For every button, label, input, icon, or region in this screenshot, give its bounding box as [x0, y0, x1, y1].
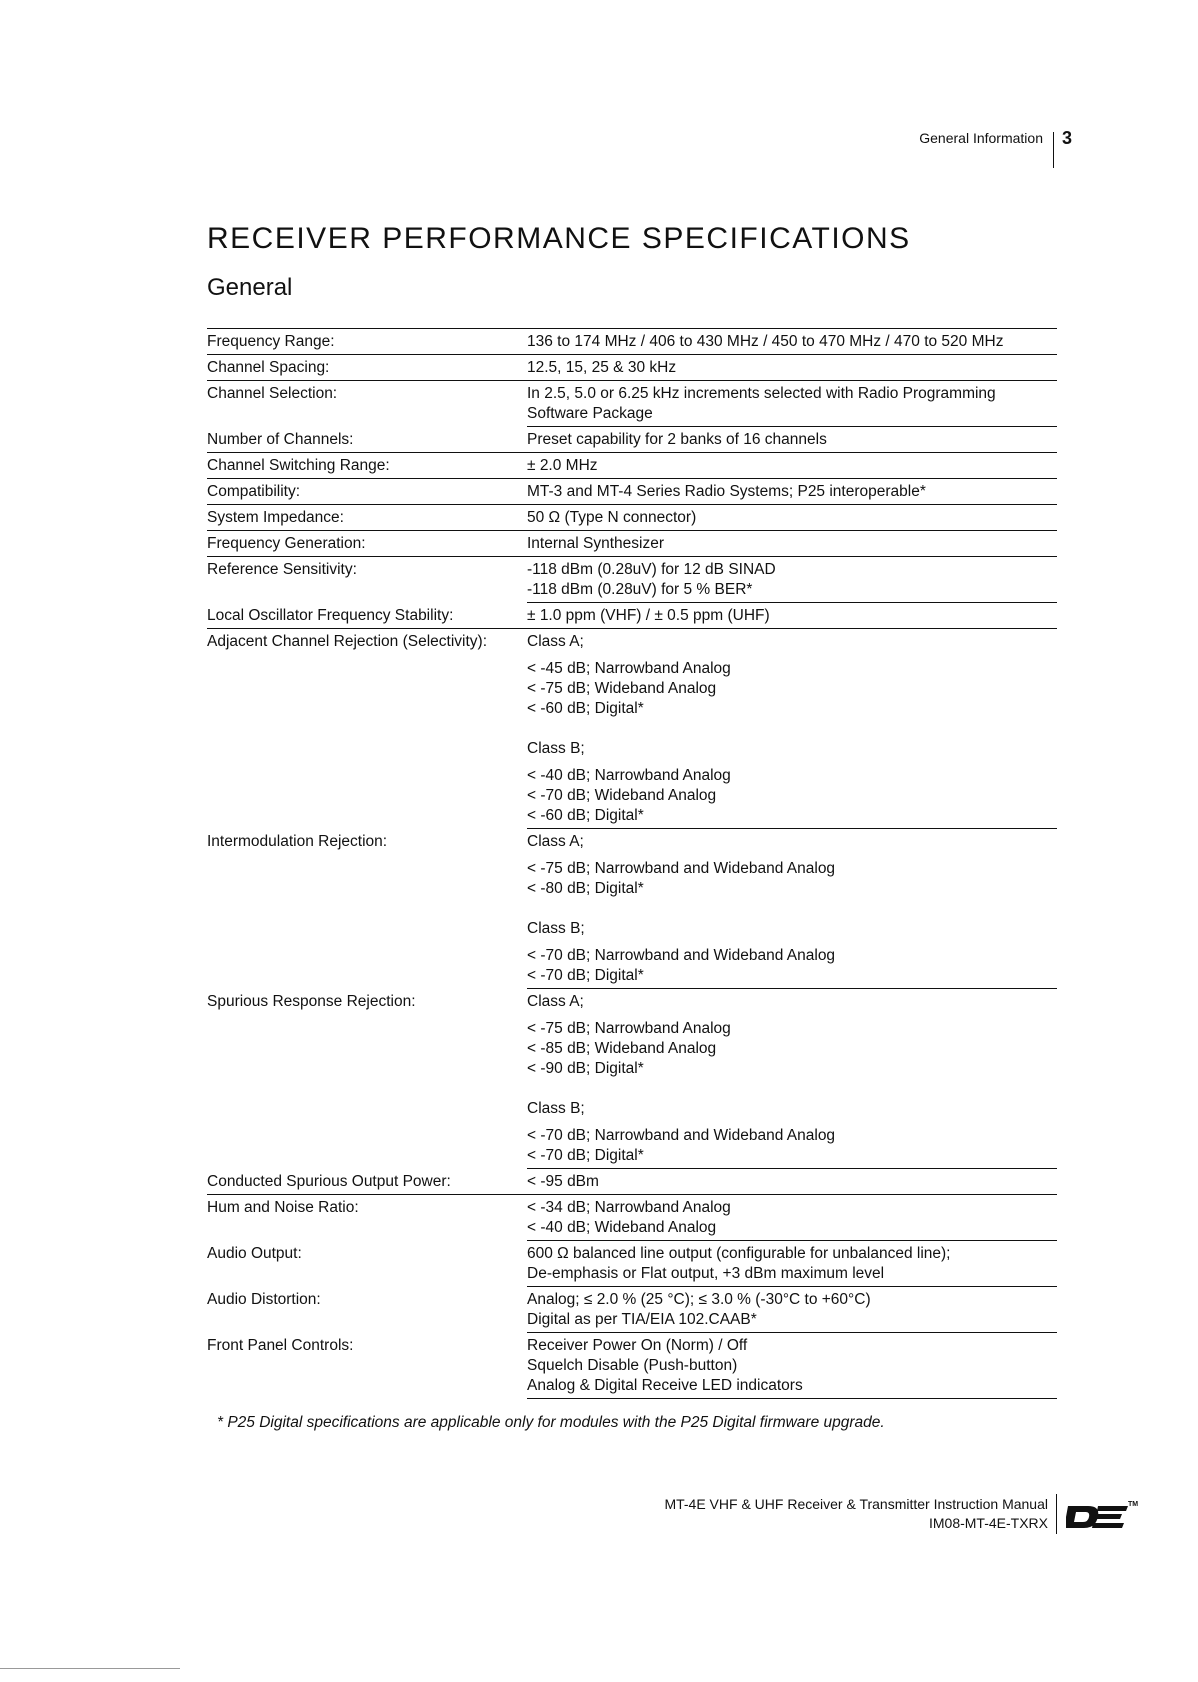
spec-value — [527, 1287, 1057, 1333]
class-a-heading: Class A; — [527, 993, 584, 1010]
spec-value-line: < -70 dB; Digital* — [527, 967, 644, 984]
spec-row — [207, 427, 1057, 453]
spec-value-line: -118 dBm (0.28uV) for 12 dB SINAD — [527, 561, 776, 578]
page-title: RECEIVER PERFORMANCE SPECIFICATIONS — [207, 222, 911, 255]
spec-value-line: < -70 dB; Digital* — [527, 1147, 644, 1164]
spec-value-line: De-emphasis or Flat output, +3 dBm maximum level — [527, 1265, 885, 1282]
spec-value — [527, 531, 1057, 557]
spec-value-line: < -90 dB; Digital* — [527, 1060, 644, 1077]
spec-label: Reference Sensitivity: — [207, 561, 357, 578]
spec-value — [527, 629, 1057, 829]
header-section-title: General Information — [919, 130, 1043, 146]
header-divider — [1053, 132, 1054, 168]
spec-value-line: < -95 dBm — [527, 1173, 599, 1190]
spec-row — [207, 603, 1057, 629]
spec-row — [207, 479, 1057, 505]
spec-value-line: ± 2.0 MHz — [527, 457, 598, 474]
spec-value-line: Squelch Disable (Push-button) — [527, 1357, 738, 1374]
spec-value — [527, 829, 1057, 989]
spec-label: Spurious Response Rejection: — [207, 993, 416, 1010]
spec-row — [207, 531, 1057, 557]
spec-row — [207, 1241, 1057, 1287]
page-footer — [664, 1495, 1048, 1533]
spec-label: Conducted Spurious Output Power: — [207, 1169, 527, 1195]
spec-label: Channel Switching Range: — [207, 453, 527, 479]
spec-value-line: MT-3 and MT-4 Series Radio Systems; P25 interoperable* — [527, 483, 926, 500]
spec-value-line: < -70 dB; Wideband Analog — [527, 787, 717, 804]
spec-value-line: Analog; ≤ 2.0 % (25 °C); ≤ 3.0 % (-30°C to +60°C) — [527, 1291, 871, 1308]
spec-row — [207, 1333, 1057, 1399]
spec-label: Hum and Noise Ratio: — [207, 1199, 359, 1216]
class-b-heading: Class B; — [527, 1100, 585, 1117]
spec-row — [207, 989, 1057, 1169]
spec-value-line: 600 Ω balanced line output (configurable for unbalanced line); — [527, 1245, 951, 1262]
document-id: IM08-MT-4E-TXRX — [928, 1515, 1048, 1531]
spec-value-line: Preset capability for 2 banks of 16 channels — [527, 431, 827, 448]
spec-value-line: < -70 dB; Narrowband and Wideband Analog — [527, 1127, 836, 1144]
class-a-heading: Class A; — [527, 633, 584, 650]
spec-value-line: < -60 dB; Digital* — [527, 807, 644, 824]
manual-title: MT-4E VHF & UHF Receiver & Transmitter Instruction Manual — [664, 1496, 1048, 1512]
spec-value — [527, 1333, 1057, 1399]
spec-value-line: In 2.5, 5.0 or 6.25 kHz increments selected with Radio Programming Software Package — [527, 385, 996, 422]
spec-row — [207, 329, 1057, 355]
spec-value-line: < -45 dB; Narrowband Analog — [527, 660, 731, 677]
spec-label: System Impedance: — [207, 505, 527, 531]
spec-value-line: < -80 dB; Digital* — [527, 880, 644, 897]
spec-label: Channel Selection: — [207, 385, 338, 402]
spec-row — [207, 557, 1057, 603]
spec-value — [527, 1195, 1057, 1241]
spec-value — [527, 381, 1057, 427]
scan-artifact-line — [0, 1668, 180, 1669]
footer-divider — [1056, 1494, 1057, 1534]
spec-value-line: < -34 dB; Narrowband Analog — [527, 1199, 731, 1216]
spec-value-line: < -40 dB; Narrowband Analog — [527, 767, 731, 784]
spec-value-line: 12.5, 15, 25 & 30 kHz — [527, 359, 677, 376]
spec-value-line: Digital as per TIA/EIA 102.CAAB* — [527, 1311, 757, 1328]
spec-value-line: Analog & Digital Receive LED indicators — [527, 1377, 803, 1394]
spec-value-line: Receiver Power On (Norm) / Off — [527, 1337, 748, 1354]
footnote: * P25 Digital specifications are applicable only for modules with the P25 Digital firmware upgrade. — [217, 1414, 885, 1431]
page-header — [919, 128, 1072, 168]
spec-table — [207, 328, 1057, 1399]
spec-value — [527, 453, 1057, 479]
spec-value — [527, 603, 1057, 629]
spec-label: Channel Spacing: — [207, 355, 527, 381]
svg-text:TM: TM — [1128, 1501, 1138, 1508]
page-number: 3 — [1061, 128, 1072, 148]
spec-label: Compatibility: — [207, 479, 527, 505]
spec-value — [527, 989, 1057, 1169]
spec-value-line: < -60 dB; Digital* — [527, 700, 644, 717]
spec-value — [527, 355, 1057, 381]
spec-label: Intermodulation Rejection: — [207, 833, 388, 850]
spec-label: Frequency Range: — [207, 329, 527, 355]
spec-value-line: ± 1.0 ppm (VHF) / ± 0.5 ppm (UHF) — [527, 607, 770, 624]
spec-value — [527, 427, 1057, 453]
spec-value-line: < -75 dB; Wideband Analog — [527, 680, 717, 697]
spec-label: Audio Output: — [207, 1245, 302, 1262]
spec-label: Number of Channels: — [207, 427, 527, 453]
spec-value — [527, 1241, 1057, 1287]
spec-row — [207, 629, 1057, 829]
spec-row — [207, 355, 1057, 381]
spec-value-line: 136 to 174 MHz / 406 to 430 MHz / 450 to 470 MHz / 470 to 520 MHz — [527, 333, 1004, 350]
spec-row — [207, 453, 1057, 479]
spec-label: Frequency Generation: — [207, 531, 527, 557]
spec-row — [207, 829, 1057, 989]
spec-row — [207, 505, 1057, 531]
spec-value-line: < -40 dB; Wideband Analog — [527, 1219, 717, 1236]
spec-row — [207, 1169, 1057, 1195]
spec-label: Audio Distortion: — [207, 1291, 321, 1308]
de-logo-icon — [1066, 1498, 1138, 1532]
spec-value-line: < -75 dB; Narrowband and Wideband Analog — [527, 860, 836, 877]
spec-value-line: -118 dBm (0.28uV) for 5 % BER* — [527, 581, 753, 598]
spec-label: Front Panel Controls: — [207, 1337, 354, 1354]
spec-value-line: 50 Ω (Type N connector) — [527, 509, 697, 526]
section-subtitle: General — [207, 274, 293, 301]
spec-value — [527, 1169, 1057, 1195]
spec-label: Local Oscillator Frequency Stability: — [207, 603, 527, 629]
spec-value — [527, 479, 1057, 505]
spec-value-line: Internal Synthesizer — [527, 535, 664, 552]
spec-value-line: < -85 dB; Wideband Analog — [527, 1040, 717, 1057]
spec-value-line: < -70 dB; Narrowband and Wideband Analog — [527, 947, 836, 964]
spec-label: Adjacent Channel Rejection (Selectivity): — [207, 633, 487, 650]
spec-row — [207, 1287, 1057, 1333]
spec-value — [527, 557, 1057, 603]
spec-value — [527, 505, 1057, 531]
class-b-heading: Class B; — [527, 740, 585, 757]
spec-value — [527, 329, 1057, 355]
class-a-heading: Class A; — [527, 833, 584, 850]
spec-row — [207, 381, 1057, 427]
spec-value-line: < -75 dB; Narrowband Analog — [527, 1020, 731, 1037]
class-b-heading: Class B; — [527, 920, 585, 937]
spec-row — [207, 1195, 1057, 1241]
